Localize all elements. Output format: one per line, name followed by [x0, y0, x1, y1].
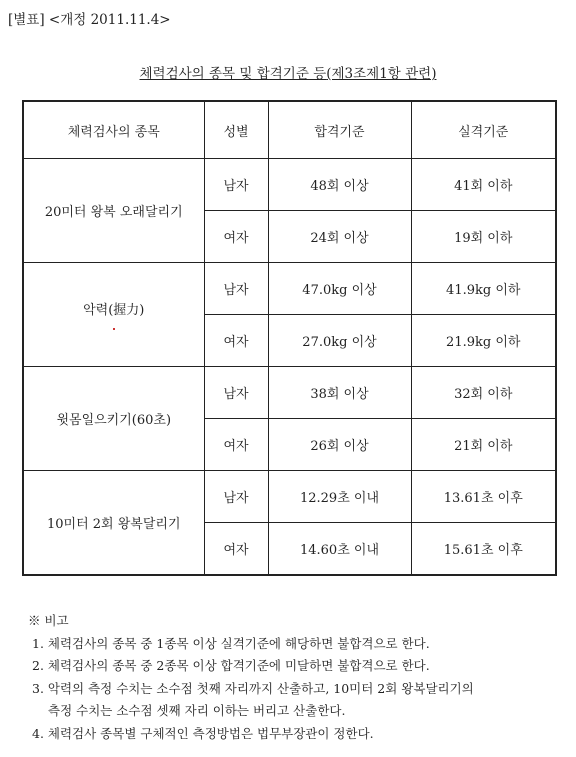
event-cell: 윗몸일으키기(60초): [23, 367, 204, 471]
pass-cell: 48회 이상: [268, 159, 411, 211]
title-main: 체력검사의 종목 및 합격기준 등: [139, 66, 327, 82]
sex-cell: 여자: [204, 523, 268, 576]
event-label: 악력(握力): [83, 303, 145, 318]
sex-cell: 여자: [204, 419, 268, 471]
remarks-heading: ※ 비고: [28, 613, 69, 628]
pass-cell: 38회 이상: [268, 367, 411, 419]
fitness-criteria-table: [22, 100, 557, 576]
sex-cell: 남자: [204, 471, 268, 523]
remark-item: 4. 체력검사 종목별 구체적인 측정방법은 법무부장관이 정한다.: [32, 725, 374, 741]
header-event: 체력검사의 종목: [23, 101, 204, 159]
title-suffix: (제3조제1항 관련): [326, 66, 437, 82]
fail-cell: 15.61초 이후: [411, 523, 556, 576]
remark-item: 2. 체력검사의 종목 중 2종목 이상 합격기준에 미달하면 불합격으로 한다.: [32, 658, 430, 673]
fail-cell: 41.9kg 이하: [411, 263, 556, 315]
header-fail-criteria: 실격기준: [411, 101, 556, 159]
remark-item-continuation: 측정 수치는 소수점 셋째 자리 이하는 버리고 산출한다.: [48, 703, 346, 718]
pass-cell: 47.0kg 이상: [268, 263, 411, 315]
table-row: [23, 471, 556, 523]
table-row: [23, 263, 556, 315]
fail-cell: 41회 이하: [411, 159, 556, 211]
pass-cell: 12.29초 이내: [268, 471, 411, 523]
fail-cell: 21회 이하: [411, 419, 556, 471]
table-row: [23, 367, 556, 419]
fail-cell: 21.9kg 이하: [411, 315, 556, 367]
table-row: [23, 159, 556, 211]
annex-header-tag: [별표] <개정 2011.11.4>: [8, 12, 171, 28]
remark-item: 3. 악력의 측정 수치는 소수점 첫째 자리까지 산출하고, 10미터 2회 왕복달리기의: [32, 680, 474, 696]
sex-cell: 여자: [204, 315, 268, 367]
event-cell: 20미터 왕복 오래달리기: [23, 159, 204, 263]
sex-cell: 남자: [204, 159, 268, 211]
event-cell: 10미터 2회 왕복달리기: [23, 471, 204, 576]
stray-mark: [113, 328, 115, 330]
pass-cell: 14.60초 이내: [268, 523, 411, 576]
pass-cell: 24회 이상: [268, 211, 411, 263]
remark-item: 1. 체력검사의 종목 중 1종목 이상 실격기준에 해당하면 불합격으로 한다.: [32, 635, 430, 651]
pass-cell: 26회 이상: [268, 419, 411, 471]
pass-cell: 27.0kg 이상: [268, 315, 411, 367]
sex-cell: 남자: [204, 263, 268, 315]
remarks-section: [28, 610, 568, 745]
sex-cell: 남자: [204, 367, 268, 419]
header-pass-criteria: 합격기준: [268, 101, 411, 159]
document-title: [0, 62, 576, 82]
table-header-row: [23, 101, 556, 159]
fail-cell: 19회 이하: [411, 211, 556, 263]
sex-cell: 여자: [204, 211, 268, 263]
event-cell: [23, 263, 204, 367]
fail-cell: 32회 이하: [411, 367, 556, 419]
header-sex: 성별: [204, 101, 268, 159]
fail-cell: 13.61초 이후: [411, 471, 556, 523]
